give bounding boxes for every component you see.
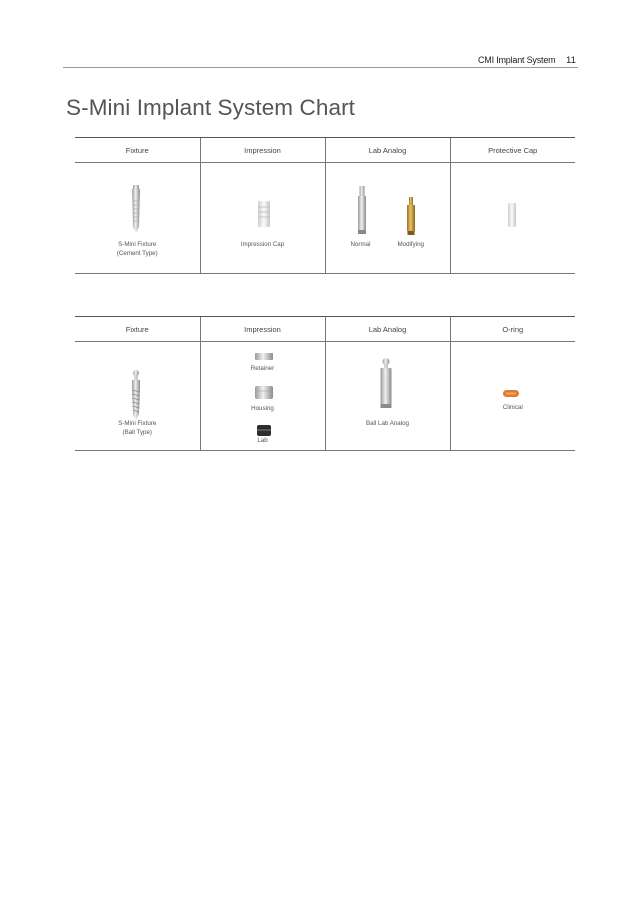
header-rule xyxy=(63,67,578,68)
column-header-fixture: Fixture xyxy=(75,138,200,163)
housing-image xyxy=(255,386,273,399)
fixture-caption-line2: (Ball Type) xyxy=(122,429,152,436)
fixture-caption-line1: S-Mini Fixture xyxy=(118,420,157,427)
table-row xyxy=(75,163,575,274)
table-header-row xyxy=(75,317,575,342)
modifying-lab-analog-image xyxy=(406,197,416,235)
ball-type-chart-table xyxy=(75,316,575,451)
column-header-impression: Impression xyxy=(200,138,325,163)
ball-fixture-image xyxy=(130,370,142,420)
fixture-cell xyxy=(75,163,200,274)
table-row xyxy=(75,342,575,451)
cement-type-chart-table xyxy=(75,137,575,274)
protective-cap-cell xyxy=(450,163,575,274)
normal-lab-analog-image xyxy=(357,186,367,234)
page-number: 11 xyxy=(566,55,576,66)
fixture-caption-line2: (Cement Type) xyxy=(116,250,158,257)
housing-caption: Housing xyxy=(251,405,274,412)
ball-lab-analog-image xyxy=(379,358,393,410)
header-brand: CMI Implant System xyxy=(478,55,556,65)
column-header-protective-cap: Protective Cap xyxy=(450,138,575,163)
lab-analog-cell xyxy=(325,163,450,274)
lab-analog-cell xyxy=(325,342,450,451)
retainer-caption: Retainer xyxy=(250,365,275,372)
clinical-caption: Clinical xyxy=(502,404,523,411)
normal-caption: Normal xyxy=(350,241,371,248)
table-header-row xyxy=(75,138,575,163)
fixture-caption-line1: S-Mini Fixture xyxy=(118,241,157,248)
protective-cap-image xyxy=(507,203,517,227)
column-header-fixture: Fixture xyxy=(75,317,200,342)
column-header-lab-analog: Lab Analog xyxy=(325,138,450,163)
column-header-lab-analog: Lab Analog xyxy=(325,317,450,342)
lab-caption: Lab xyxy=(257,437,268,444)
impression-cell xyxy=(200,342,325,451)
cement-fixture-image xyxy=(130,185,142,233)
modifying-caption: Modifying xyxy=(397,241,424,248)
impression-cap-caption: Impression Cap xyxy=(240,241,285,248)
ball-lab-analog-caption: Ball Lab Analog xyxy=(365,420,409,427)
fixture-cell xyxy=(75,342,200,451)
lab-ring-image xyxy=(257,425,271,436)
o-ring-cell xyxy=(450,342,575,451)
impression-cap-image xyxy=(257,201,271,227)
column-header-o-ring: O-ring xyxy=(450,317,575,342)
page-title: S-Mini Implant System Chart xyxy=(66,95,356,120)
retainer-image xyxy=(255,353,273,360)
column-header-impression: Impression xyxy=(200,317,325,342)
impression-cell xyxy=(200,163,325,274)
clinical-o-ring-image xyxy=(503,390,519,397)
